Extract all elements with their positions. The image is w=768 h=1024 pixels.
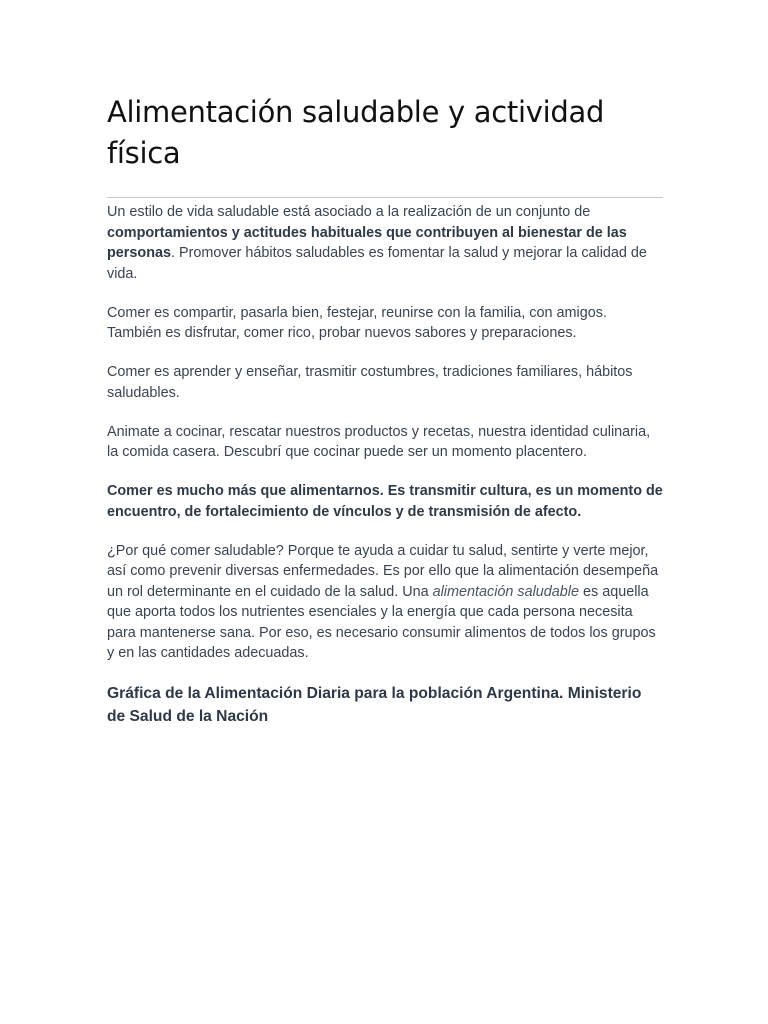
paragraph-compartir: Comer es compartir, pasarla bien, festejar, reunirse con la familia, con amigos. También es disfrutar, comer rico, probar nuevos sabores y preparaciones. bbox=[107, 304, 607, 341]
article bbox=[107, 92, 663, 728]
paragraph-por-que-italic: alimentación saludable bbox=[432, 583, 580, 600]
paragraph-intro bbox=[107, 202, 663, 284]
paragraph-intro-text: Un estilo de vida saludable está asociado a la realización de un conjunto de bbox=[107, 204, 591, 220]
title-divider bbox=[107, 197, 663, 198]
paragraph-por-que-text: ¿Por qué comer saludable? Porque te ayuda a cuidar tu salud, sentirte y verte mejor, así como prevenir diversas enfermedades. Es por ello que la alimentación desempeña un rol determinante en el cuidado de la salud. Una bbox=[107, 542, 659, 600]
page-title: Alimentación saludable y actividad física bbox=[107, 95, 605, 170]
paragraph-por-que-text-end: es aquella que aporta todos los nutrientes esenciales y la energía que cada persona necesita para mantenerse sana. Por eso, es necesario consumir alimentos de todos los grupos y en las cantidades adecuadas. bbox=[107, 583, 656, 661]
article-body bbox=[107, 202, 663, 728]
paragraph-cocinar: Animate a cocinar, rescatar nuestros productos y recetas, nuestra identidad culinaria, la comida casera. Descubrí que cocinar puede ser un momento placentero. bbox=[107, 423, 651, 460]
paragraph-por-que bbox=[107, 541, 663, 664]
paragraph-intro-bold: comportamientos y actitudes habituales que contribuyen al bienestar de las personas bbox=[107, 224, 627, 261]
paragraph-cultura: Comer es mucho más que alimentarnos. Es transmitir cultura, es un momento de encuentro, de fortalecimiento de vínculos y de transmisión de afecto. bbox=[107, 483, 663, 520]
paragraph-intro-text-end: . Promover hábitos saludables es fomentar la salud y mejorar la calidad de vida. bbox=[107, 245, 647, 282]
section-heading-grafica: Gráfica de la Alimentación Diaria para la población Argentina. Ministerio de Salud de la Nación bbox=[107, 685, 642, 725]
paragraph-aprender: Comer es aprender y enseñar, trasmitir costumbres, tradiciones familiares, hábitos saludables. bbox=[107, 364, 633, 401]
